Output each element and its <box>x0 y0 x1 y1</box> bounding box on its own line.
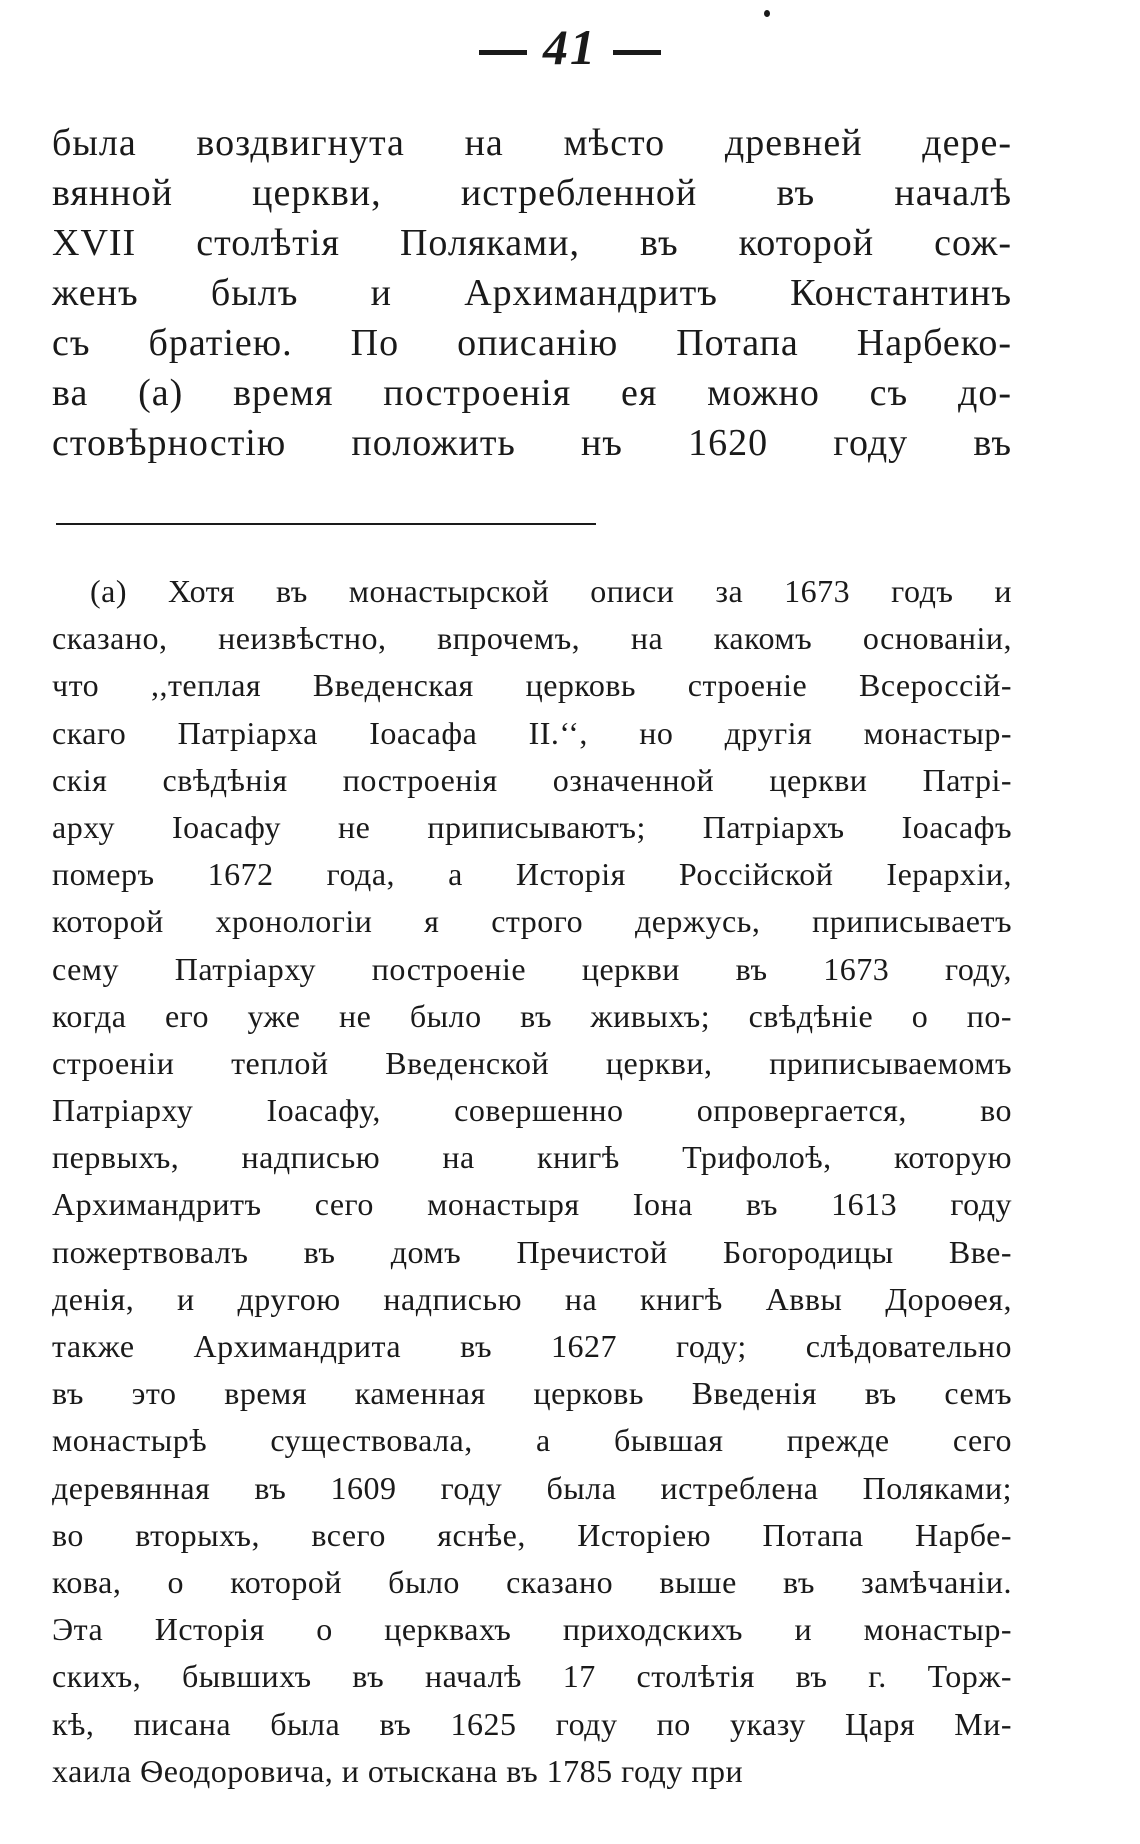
page-number-header <box>0 18 1140 76</box>
left-dash <box>479 50 527 55</box>
footnote-line: Архимандритъ сего монастыря Іона въ 1613 году <box>52 1186 1012 1223</box>
footnote-line: въ это время каменная церковь Введенія въ семъ <box>52 1375 1012 1412</box>
footnote-line: сказано, неизвѣстно, впрочемъ, на какомъ основаніи, <box>52 620 1012 657</box>
right-dash <box>613 50 661 55</box>
footnote-line: померъ 1672 года, а Исторія Россійской Іерархіи, <box>52 856 1012 893</box>
page-number: 41 <box>543 19 597 75</box>
footnote-separator <box>56 523 596 525</box>
footnote-line: скихъ, бывшихъ въ началѣ 17 столѣтія въ г. Торж- <box>52 1658 1012 1695</box>
footnote-line: Эта Исторія о церквахъ приходскихъ и монастыр- <box>52 1611 1012 1648</box>
footnote-line: первыхъ, надписью на книгѣ Трифолоѣ, которую <box>52 1139 1012 1176</box>
footnote-line: кѣ, писана была въ 1625 году по указу Царя Ми- <box>52 1705 1012 1742</box>
main-text-line: съ братіею. По описанію Потапа Нарбеко- <box>52 322 1012 364</box>
footnote-line: кова, о которой было сказано выше въ замѣчаніи. <box>52 1563 1012 1600</box>
footnote-line: денія, и другою надписью на книгѣ Аввы Дороѳея, <box>52 1280 1012 1317</box>
footnote-line: (а) Хотя въ монастырской описи за 1673 годъ и <box>90 573 1012 609</box>
main-text <box>52 118 1012 468</box>
footnote-line: скія свѣдѣнія построенія означенной церкви Патрі- <box>52 761 1012 798</box>
main-text-line: вянной церкви, истребленной въ началѣ <box>52 172 1012 214</box>
footnote-line: которой хронологіи я строго держусь, приписываетъ <box>52 903 1012 940</box>
footnote-line: скаго Патріарха Іоасафа II.‘‘, но другія монастыр- <box>52 714 1012 751</box>
main-text-line: ва (а) время построенія ея можно съ до- <box>52 372 1012 414</box>
main-text-line: стовѣрностію положить нъ 1620 году въ <box>52 422 1012 464</box>
footnote-line: хаила Ѳеодоровича, и отыскана въ 1785 году при <box>52 1752 744 1789</box>
main-text-line: XVII столѣтія Поляками, въ которой сож- <box>52 222 1012 264</box>
footnote-line: когда его уже не было въ живыхъ; свѣдѣніе о по- <box>52 997 1012 1034</box>
footnote-line: также Архимандрита въ 1627 году; слѣдовательно <box>52 1328 1012 1364</box>
footnote-line: деревянная въ 1609 году была истреблена Поляками; <box>52 1469 1012 1506</box>
footnote-line: что ,,теплая Введенская церковь строеніе Всероссій- <box>52 667 1012 704</box>
footnote-line: монастырѣ существовала, а бывшая прежде сего <box>52 1422 1012 1459</box>
print-speck <box>764 10 770 17</box>
main-text-line: женъ былъ и Архимандритъ Константинъ <box>52 272 1012 314</box>
footnote-line: арху Іоасафу не приписываютъ; Патріархъ Іоасафъ <box>52 808 1012 845</box>
footnote-line: пожертвовалъ въ домъ Пречистой Богородицы Вве- <box>52 1233 1012 1270</box>
footnote <box>52 568 1012 1795</box>
footnote-line: Патріарху Іоасафу, совершенно опровергается, во <box>52 1092 1012 1129</box>
main-text-line: была воздвигнута на мѣсто древней дере- <box>52 122 1012 164</box>
footnote-line: сему Патріарху построеніе церкви въ 1673 году, <box>52 950 1012 987</box>
footnote-line: во вторыхъ, всего яснѣе, Исторіею Потапа Нарбе- <box>52 1516 1012 1553</box>
footnote-line: строеніи теплой Введенской церкви, приписываемомъ <box>52 1044 1012 1081</box>
